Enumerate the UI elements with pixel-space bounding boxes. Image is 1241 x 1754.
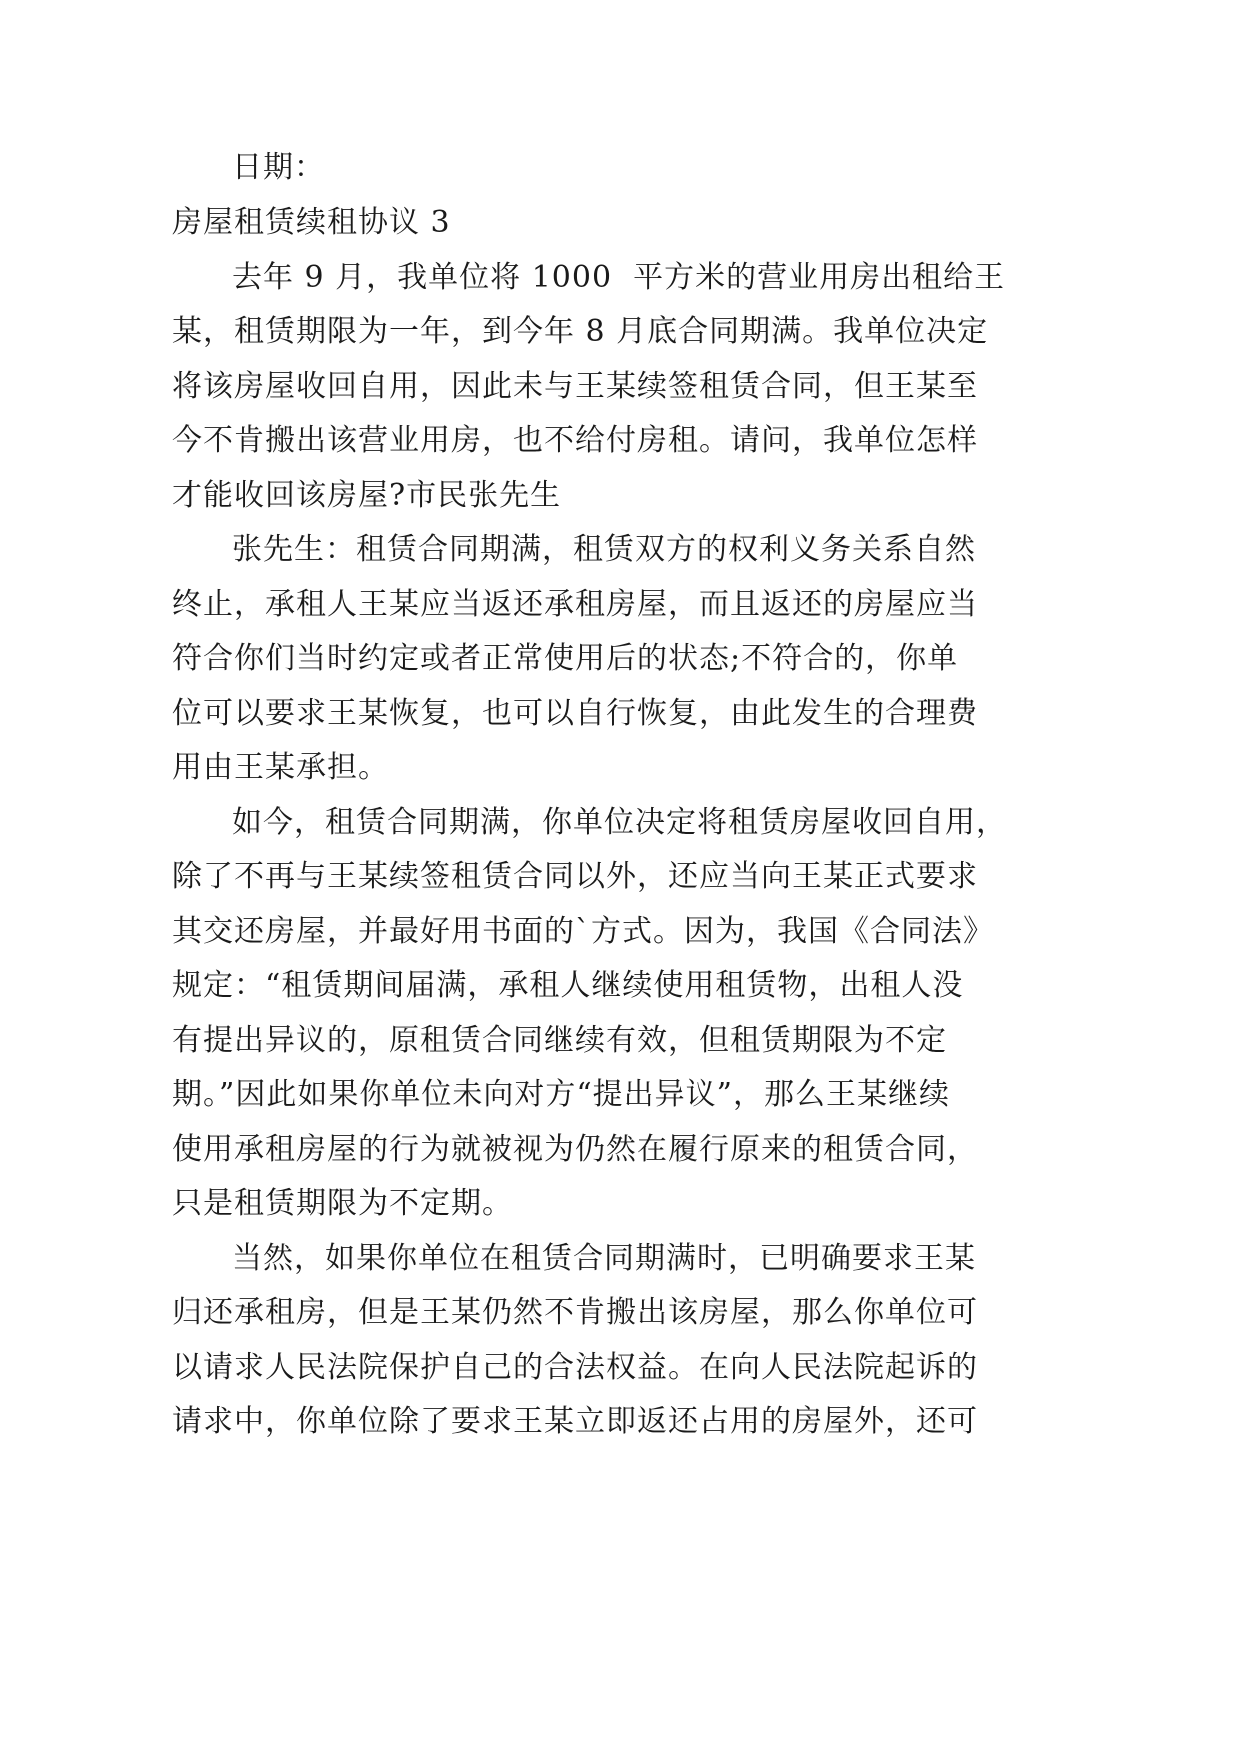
paragraph-line: 其交还房屋，并最好用书面的`方式。因为，我国《合同法》	[172, 914, 994, 949]
paragraph-line: 张先生：租赁合同期满，租赁双方的权利义务关系自然	[232, 532, 976, 567]
paragraph-line: 使用承租房屋的行为就被视为仍然在履行原来的租赁合同，	[172, 1132, 978, 1167]
paragraph-line: 今不肯搬出该营业用房，也不给付房租。请问，我单位怎样	[172, 423, 978, 458]
paragraph-line: 规定：“租赁期间届满，承租人继续使用租赁物，出租人没	[172, 968, 964, 1003]
paragraph-line: 用由王某承担。	[172, 750, 389, 785]
paragraph-line: 将该房屋收回自用，因此未与王某续签租赁合同，但王某至	[172, 369, 978, 404]
paragraph-line: 如今，租赁合同期满，你单位决定将租赁房屋收回自用，	[232, 805, 1007, 840]
paragraph-line: 归还承租房，但是王某仍然不肯搬出该房屋，那么你单位可	[172, 1295, 978, 1330]
paragraph-line: 有提出异议的，原租赁合同继续有效，但租赁期限为不定	[172, 1023, 947, 1058]
paragraph-line: 才能收回该房屋?市民张先生	[172, 478, 562, 513]
paragraph-line: 期。”因此如果你单位未向对方“提出异议”，那么王某继续	[172, 1077, 951, 1112]
document-title: 房屋租赁续租协议 3	[172, 205, 451, 240]
paragraph-line: 终止，承租人王某应当返还承租房屋，而且返还的房屋应当	[172, 587, 978, 622]
paragraph-line: 以请求人民法院保护自己的合法权益。在向人民法院起诉的	[172, 1350, 978, 1385]
paragraph-line: 除了不再与王某续签租赁合同以外，还应当向王某正式要求	[172, 859, 978, 894]
paragraph-line: 当然，如果你单位在租赁合同期满时，已明确要求王某	[232, 1241, 976, 1276]
paragraph-line: 去年 9 月，我单位将 1000 平方米的营业用房出租给王	[232, 260, 1006, 295]
paragraph-line: 请求中，你单位除了要求王某立即返还占用的房屋外，还可	[172, 1404, 978, 1439]
paragraph-line: 位可以要求王某恢复，也可以自行恢复，由此发生的合理费	[172, 696, 978, 731]
paragraph-line: 符合你们当时约定或者正常使用后的状态;不符合的，你单	[172, 641, 959, 676]
date-label: 日期：	[232, 150, 325, 185]
paragraph-line: 某，租赁期限为一年，到今年 8 月底合同期满。我单位决定	[172, 314, 989, 349]
paragraph-line: 只是租赁期限为不定期。	[172, 1186, 513, 1221]
